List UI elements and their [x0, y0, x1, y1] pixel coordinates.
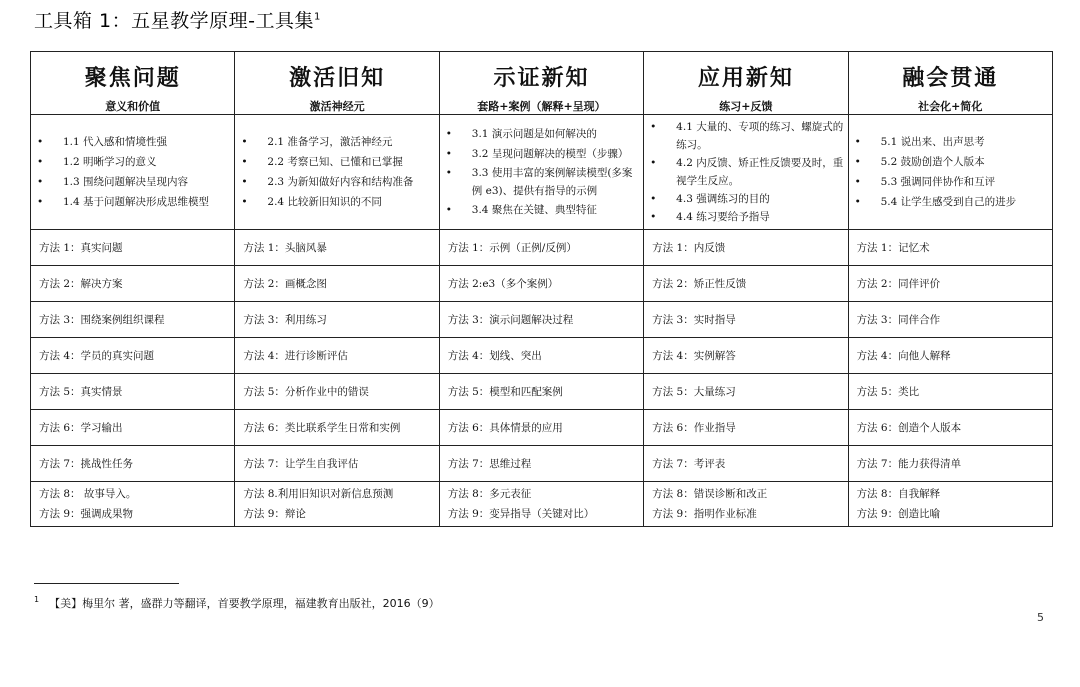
bullet-cell	[644, 115, 848, 230]
method-cell	[848, 446, 1052, 482]
method-text: 方法 8：自我解释	[856, 488, 941, 500]
method-text: 方法 9：创造比喻	[856, 508, 941, 520]
method-text: 方法 2：矫正性反馈	[652, 278, 747, 290]
column-title: 应用新知	[697, 64, 794, 91]
bullet-list	[235, 132, 438, 212]
column-title: 聚焦问题	[84, 64, 181, 91]
method-cell	[848, 482, 1052, 527]
bullet-icon: •	[650, 121, 657, 133]
bullet-item	[37, 152, 230, 172]
page-title	[34, 6, 321, 33]
method-row	[31, 482, 1053, 527]
page-number: 5	[1037, 611, 1044, 624]
bullet-item	[446, 164, 639, 200]
column-title: 融会贯通	[902, 64, 999, 91]
bullet-icon: •	[854, 176, 861, 188]
method-cell	[848, 302, 1052, 338]
bullet-icon: •	[445, 204, 452, 216]
method-text: 方法 1：记忆术	[856, 242, 930, 254]
method-text: 方法 3：实时指导	[652, 314, 736, 326]
bullet-list	[31, 132, 234, 212]
method-text: 方法 4：进行诊断评估	[243, 350, 348, 362]
method-cell	[31, 302, 235, 338]
method-row	[31, 410, 1053, 446]
bullet-list	[440, 124, 643, 220]
method-cell	[235, 302, 439, 338]
method-cell	[848, 374, 1052, 410]
method-cell	[235, 374, 439, 410]
method-cell	[848, 410, 1052, 446]
method-cell	[644, 338, 848, 374]
method-cell	[31, 374, 235, 410]
bullet-text: 5.1 说出来、出声思考	[880, 136, 985, 148]
footnote-ref: 1	[314, 11, 321, 23]
bullet-icon: •	[37, 176, 44, 188]
bullet-icon: •	[854, 136, 861, 148]
bullet-text: 2.1 准备学习，激活神经元	[267, 136, 393, 148]
method-text: 方法 7：能力获得清单	[856, 458, 962, 470]
bullet-icon: •	[241, 136, 248, 148]
method-cell	[644, 410, 848, 446]
column-header	[848, 52, 1052, 115]
bullet-item	[241, 132, 434, 152]
method-cell	[235, 446, 439, 482]
bullet-item	[37, 132, 230, 152]
bullet-text: 4.3 强调练习的目的	[676, 193, 770, 205]
bullet-item	[241, 172, 434, 192]
method-text: 方法 3：同伴合作	[856, 314, 941, 326]
method-text: 方法 6：创造个人版本	[856, 422, 962, 434]
method-text: 方法 1：头脑风暴	[243, 242, 327, 254]
method-cell	[644, 266, 848, 302]
method-text: 方法 2:e3（多个案例）	[447, 278, 559, 290]
footnote-divider	[34, 583, 179, 584]
bullet-item	[37, 172, 230, 192]
method-row	[31, 446, 1053, 482]
bullet-text: 4.1 大量的、专项的练习、螺旋式的练习。	[676, 121, 844, 151]
bullet-row	[31, 115, 1053, 230]
bullet-item	[650, 154, 843, 190]
bullet-icon: •	[854, 196, 861, 208]
method-cell	[644, 446, 848, 482]
method-text: 方法 7：让学生自我评估	[243, 458, 359, 470]
bullet-item	[855, 192, 1048, 212]
method-text: 方法 4：实例解答	[652, 350, 736, 362]
principles-table	[30, 51, 1053, 527]
bullet-cell	[235, 115, 439, 230]
method-cell	[644, 302, 848, 338]
method-text: 方法 6：类比联系学生日常和实例	[243, 422, 401, 434]
footnote-mark: 1	[34, 595, 40, 605]
method-text: 方法 1：真实问题	[39, 242, 123, 254]
method-cell	[644, 230, 848, 266]
bullet-icon: •	[445, 148, 452, 160]
method-text: 方法 4：学员的真实问题	[39, 350, 155, 362]
bullet-cell	[439, 115, 643, 230]
bullet-icon: •	[854, 156, 861, 168]
method-cell	[848, 338, 1052, 374]
bullet-item	[446, 144, 639, 164]
method-text: 方法 6：学习输出	[39, 422, 123, 434]
bullet-list	[849, 132, 1052, 212]
method-cell	[31, 338, 235, 374]
bullet-text: 4.2 内反馈、矫正性反馈要及时，重视学生反应。	[676, 157, 844, 187]
bullet-text: 3.3 使用丰富的案例解读模型(多案例 e3)、提供有指导的示例	[471, 167, 633, 197]
column-title: 激活旧知	[289, 64, 386, 91]
bullet-text: 2.4 比较新旧知识的不同	[267, 196, 382, 208]
method-text: 方法 5：真实情景	[39, 386, 123, 398]
bullet-item	[650, 190, 843, 208]
header-row	[31, 52, 1053, 115]
method-cell	[439, 446, 643, 482]
bullet-icon: •	[241, 196, 248, 208]
bullet-text: 4.4 练习要给予指导	[676, 211, 770, 223]
bullet-item	[855, 132, 1048, 152]
method-text: 方法 6：作业指导	[652, 422, 736, 434]
bullet-item	[446, 124, 639, 144]
method-text: 方法 4：向他人解释	[856, 350, 951, 362]
page-title-text: 工具箱 1：五星教学原理-工具集	[34, 10, 314, 32]
method-cell	[235, 266, 439, 302]
bullet-icon: •	[37, 136, 44, 148]
method-text: 方法 7：挑战性任务	[39, 458, 134, 470]
bullet-item	[446, 200, 639, 220]
bullet-text: 3.1 演示问题是如何解决的	[471, 128, 597, 140]
column-header	[235, 52, 439, 115]
bullet-item	[650, 208, 843, 226]
method-row	[31, 266, 1053, 302]
method-text: 方法 5：模型和匹配案例	[447, 386, 563, 398]
method-cell	[848, 230, 1052, 266]
method-text: 方法 7：考评表	[652, 458, 726, 470]
method-text: 方法 8：错误诊断和改正	[652, 488, 768, 500]
method-cell	[644, 482, 848, 527]
footnote-text: 【美】梅里尔 著，盛群力等翻译，首要教学原理，福建教育出版社，2016（9）	[49, 597, 440, 610]
method-text: 方法 9：辩论	[243, 508, 306, 520]
method-text: 方法 9：强调成果物	[39, 508, 134, 520]
method-cell	[439, 482, 643, 527]
method-text: 方法 3：利用练习	[243, 314, 327, 326]
method-row	[31, 374, 1053, 410]
method-row	[31, 230, 1053, 266]
column-subtitle: 意义和价值	[105, 99, 161, 113]
method-cell	[235, 230, 439, 266]
bullet-item	[855, 172, 1048, 192]
column-subtitle: 套路+案例（解释+呈现）	[477, 99, 606, 113]
bullet-item	[650, 118, 843, 154]
method-cell	[31, 410, 235, 446]
bullet-text: 5.2 鼓励创造个人版本	[880, 156, 985, 168]
bullet-icon: •	[37, 196, 44, 208]
bullet-item	[37, 192, 230, 212]
method-cell	[439, 230, 643, 266]
method-row	[31, 338, 1053, 374]
column-subtitle: 激活神经元	[309, 99, 365, 113]
bullet-icon: •	[241, 176, 248, 188]
bullet-icon: •	[650, 193, 657, 205]
bullet-icon: •	[650, 157, 657, 169]
method-cell	[31, 230, 235, 266]
method-cell	[644, 374, 848, 410]
bullet-text: 2.3 为新知做好内容和结构准备	[267, 176, 414, 188]
method-text: 方法 3：围绕案例组织课程	[39, 314, 165, 326]
method-text: 方法 1：示例（正例/反例）	[447, 242, 577, 254]
method-text: 方法 5：大量练习	[652, 386, 736, 398]
method-cell	[439, 302, 643, 338]
method-cell	[31, 482, 235, 527]
method-cell	[31, 446, 235, 482]
bullet-cell	[848, 115, 1052, 230]
column-header	[439, 52, 643, 115]
method-text: 方法 9：指明作业标准	[652, 508, 757, 520]
method-cell	[439, 266, 643, 302]
bullet-text: 2.2 考察已知、已懂和已掌握	[267, 156, 403, 168]
method-cell	[31, 266, 235, 302]
method-cell	[235, 482, 439, 527]
bullet-icon: •	[445, 128, 452, 140]
bullet-icon: •	[445, 167, 452, 179]
method-cell	[235, 410, 439, 446]
bullet-item	[855, 152, 1048, 172]
column-subtitle: 练习+反馈	[719, 99, 773, 113]
column-header	[644, 52, 848, 115]
column-subtitle: 社会化+简化	[918, 99, 983, 113]
bullet-cell	[31, 115, 235, 230]
method-text: 方法 5：分析作业中的错误	[243, 386, 369, 398]
method-cell	[235, 338, 439, 374]
method-row	[31, 302, 1053, 338]
column-title: 示证新知	[493, 64, 590, 91]
footnote	[34, 595, 440, 611]
method-text: 方法 5：类比	[856, 386, 920, 398]
method-text: 方法 3：演示问题解决过程	[447, 314, 574, 326]
method-text: 方法 6：具体情景的应用	[447, 422, 563, 434]
bullet-list	[644, 118, 847, 226]
bullet-icon: •	[37, 156, 44, 168]
bullet-item	[241, 152, 434, 172]
bullet-text: 1.4 基于问题解决形成思维模型	[63, 196, 210, 208]
method-text: 方法 8： 故事导入。	[39, 488, 137, 500]
bullet-icon: •	[241, 156, 248, 168]
bullet-text: 5.3 强调同伴协作和互评	[880, 176, 996, 188]
method-text: 方法 7：思维过程	[447, 458, 532, 470]
method-text: 方法 2：画概念图	[243, 278, 327, 290]
method-text: 方法 8：多元表征	[447, 488, 532, 500]
bullet-text: 3.2 呈现问题解决的模型（步骤）	[471, 148, 629, 160]
bullet-text: 1.3 围绕问题解决呈现内容	[63, 176, 189, 188]
bullet-icon: •	[650, 211, 657, 223]
bullet-item	[241, 192, 434, 212]
bullet-text: 3.4 聚焦在关键、典型特征	[471, 204, 597, 216]
bullet-text: 1.1 代入感和情境性强	[63, 136, 168, 148]
method-text: 方法 2：解决方案	[39, 278, 123, 290]
method-text: 方法 2：同伴评价	[856, 278, 941, 290]
column-header	[31, 52, 235, 115]
method-cell	[848, 266, 1052, 302]
bullet-text: 1.2 明晰学习的意义	[63, 156, 157, 168]
method-text: 方法 9：变异指导（关键对比）	[447, 508, 595, 520]
bullet-text: 5.4 让学生感受到自己的进步	[880, 196, 1017, 208]
method-text: 方法 4：划线、突出	[447, 350, 542, 362]
method-cell	[439, 410, 643, 446]
method-text: 方法 1：内反馈	[652, 242, 726, 254]
method-cell	[439, 338, 643, 374]
method-text: 方法 8.利用旧知识对新信息预测	[243, 488, 394, 500]
method-cell	[439, 374, 643, 410]
